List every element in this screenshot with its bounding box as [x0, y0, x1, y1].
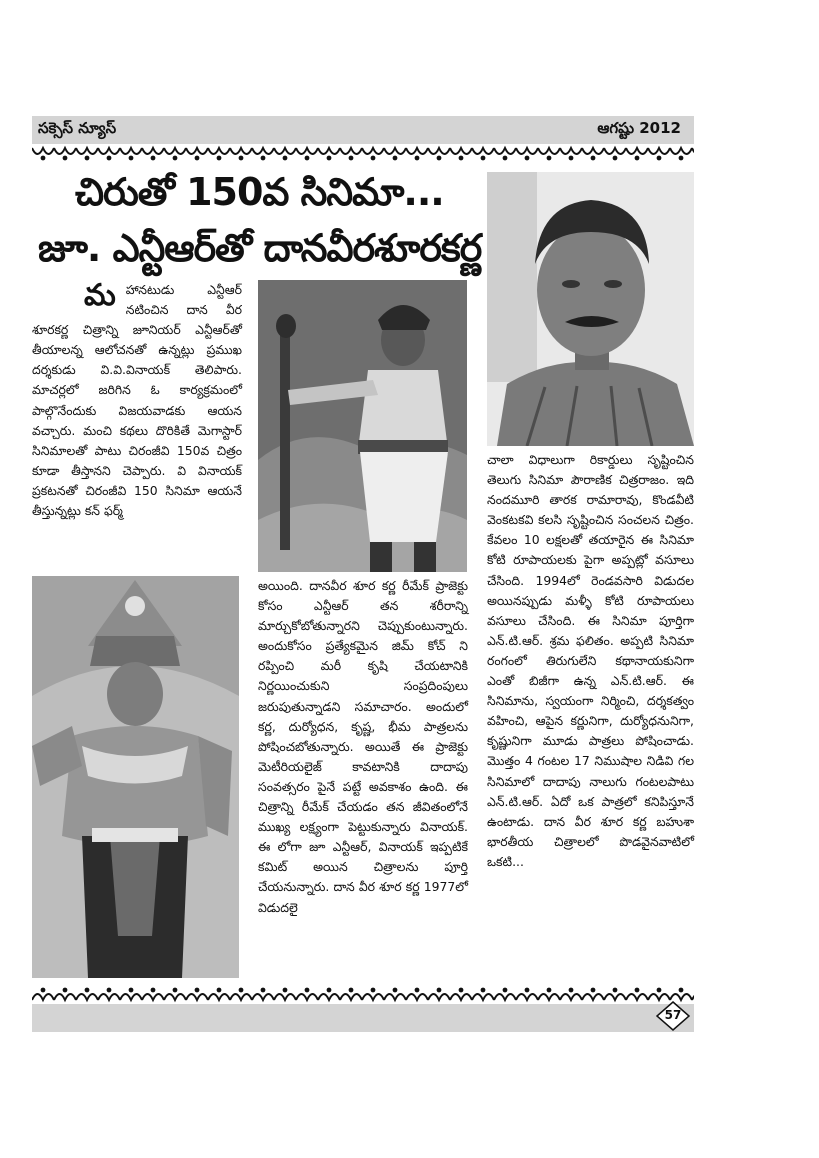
headline-line-1: చిరుతో 150వ సినిమా...: [75, 170, 444, 214]
article-column-2-text: అయింది. దానవీర శూర కర్ణ రీమేక్ ప్రాజెక్టు కోసం ఎన్టీఆర్ తన శరీరాన్ని మార్చుకోబోతున్నారని చెప్పుకుంటున్నారు. అందుకోసం ప్రత్యేకమైన జిమ్ కోచ్ ని రప్పించి మరీ కృషి చేయటానికి నిర్ణయించుకుని సంప్రదింపులు జరుపుతున్నాడని సమాచారం. అందులో కర్ణ, దుర్యోధన, కృష్ణ, భీమ పాత్రలను పోషించబోతున్నారు. అయితే ఈ ప్రాజెక్టు మెటీరియలైజ్ కావటానికి దాదాపు సంవత్సరం పైనే పట్టే అవకాశం ఉంది. ఈ చిత్రాన్ని రీమేక్ చేయడం తన జీవితంలోనే ముఖ్య లక్ష్యంగా పెట్టుకున్నారు వినాయక్. ఈ లోగా జూ ఎన్టీఆర్, వినాయక్ ఇప్పటికే కమిట్ అయిన చిత్రాలను పూర్తి చేయనున్నారు. దాన వీర శూర కర్ణ 1977లో విడుదలై: [258, 578, 468, 915]
article-column-3: [487, 450, 694, 872]
article-column-3-text: చాలా విధాలుగా రికార్డులు సృష్టించిన తెలుగు సినిమా పౌరాణిక చిత్రరాజం. ఇది నందమూరి తారక రామారావు, కొండవీటి వెంకటకవి కలసి సృష్టించిన సంచలన చిత్రం. కేవలం 10 లక్షలతో తయారైన ఈ సినిమా కోటి రూపాయలకు పైగా అప్పట్లో వసూలు చేసింది. 1994లో రెండవసారి విడుదల అయినప్పుడు మళ్ళీ కోటి రూపాయలు వసూలు చేసింది. ఈ సినిమా పూర్తిగా ఎన్.టి.ఆర్. శ్రమ ఫలితం. అప్పటి సినిమా రంగంలో తిరుగులేని కథానాయకునిగా ఎంతో బిజీగా ఉన్న ఎన్.టి.ఆర్. ఈ సినిమాను, స్వయంగా నిర్మించి, దర్శకత్వం వహించి, ఆపైన కర్ణునిగా, దుర్యోధనునిగా, కృష్ణునిగా మూడు పాత్రలు పోషించాడు. మొత్తం 4 గంటల 17 నిముషాల నిడివి గల సినిమాలో దాదాపు నాలుగు గంటలపాటు ఎన్.టి.ఆర్. ఏదో ఒక పాత్రలో కనిపిస్తూనే ఉంటాడు. దాన వీర శూర కర్ణ బహుశా భారతీయ చిత్రాలలో పొడవైనవాటిలో ఒకటి...: [487, 452, 694, 869]
article-column-1-text: హానటుడు ఎన్టీఆర్ నటించిన దాన వీర శూరకర్ణ చిత్రాన్ని జూనియర్ ఎన్టీఆర్‌తో తీయాలన్న ఆలోచనతో ఉన్నట్లు ప్రముఖ దర్శకుడు వి.వి.వినాయక్ తెలిపారు. మాచర్లలో జరిగిన ఓ కార్యక్రమంలో పాల్గొనేందుకు విజయవాడకు ఆయన వచ్చారు. మంచి కథలు దొరికితే మెగాస్టార్ సినిమాలతో పాటు చిరంజీవి 150వ చిత్రం కూడా తీస్తానని చెప్పారు. వి వినాయక్ ప్రకటనతో చిరంజీవి 150 సినిమా ఆయనే తీస్తున్నట్లు కన్ ఫర్మ్: [32, 282, 242, 519]
bottom-ornamental-border: [32, 984, 694, 1004]
drop-cap: మ: [84, 278, 116, 313]
header-band: [32, 116, 694, 144]
headline-line-2: జూ. ఎన్టీఆర్‌తో దానవీరశూరకర్ణ: [38, 226, 482, 270]
jr-ntr-karna-costume-photo: [32, 576, 239, 978]
karna-movie-still-photo: [258, 280, 467, 572]
article-column-1: [32, 280, 242, 521]
top-ornamental-border: [32, 144, 694, 164]
footer-band: [32, 1004, 694, 1032]
publication-name: సక్సెస్ న్యూస్: [38, 119, 117, 137]
article-column-2: [258, 576, 468, 918]
page-number: 57: [664, 1008, 682, 1022]
director-portrait-photo: [487, 172, 694, 446]
issue-date: ఆగష్టు 2012: [597, 119, 681, 137]
